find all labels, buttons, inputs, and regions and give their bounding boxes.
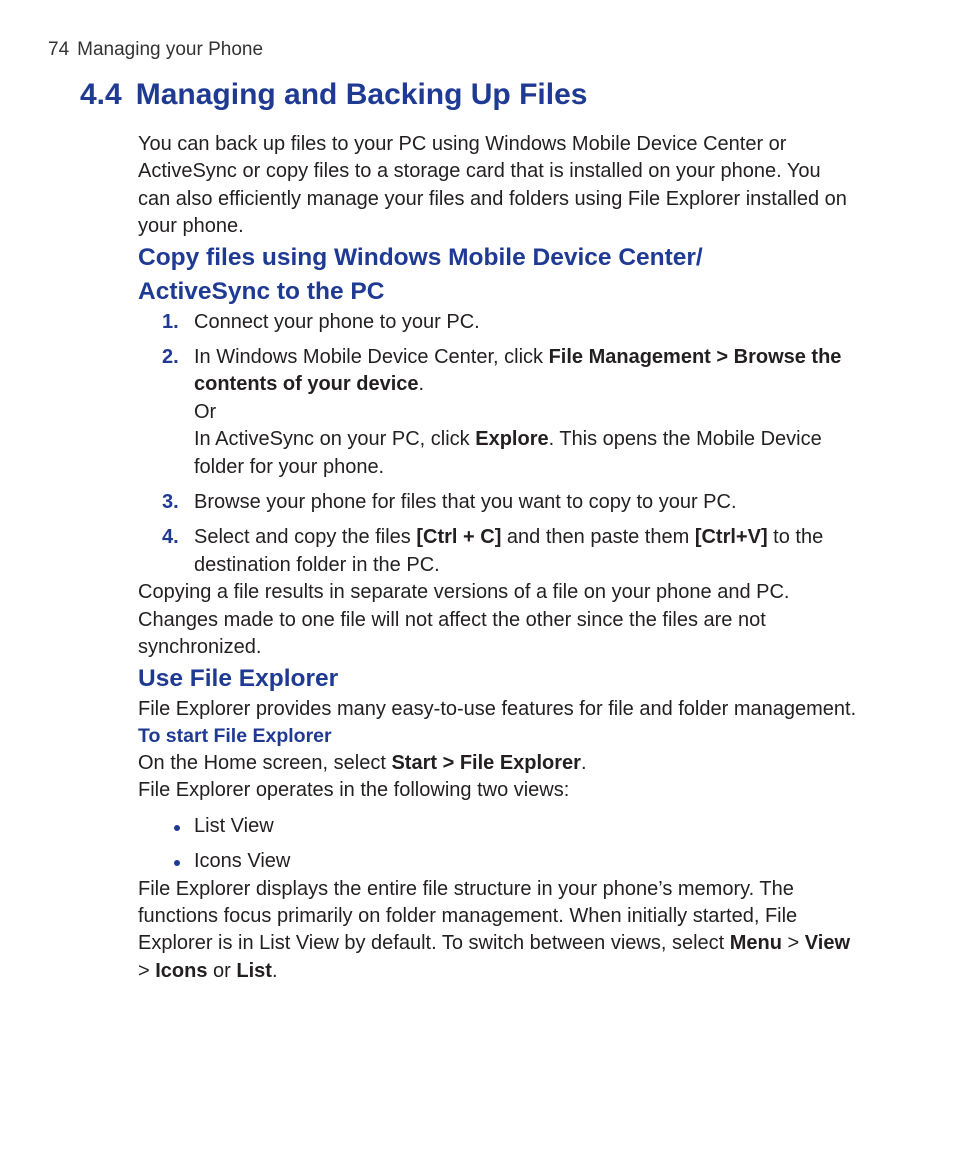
list-item <box>138 813 858 840</box>
step-text: In ActiveSync on your PC, click <box>194 428 476 451</box>
step-text: to the destination folder in the PC. <box>194 526 824 576</box>
list-item <box>138 489 858 516</box>
page-content <box>138 131 858 985</box>
step-number: 4. <box>162 526 179 549</box>
step-text: and then paste them <box>501 526 695 549</box>
separator: > <box>781 932 805 955</box>
bullet-icon <box>174 860 180 866</box>
step-text: In Windows Mobile Device Center, click <box>194 346 549 369</box>
list-item <box>138 524 858 579</box>
shortcut-bold: [Ctrl + C] <box>416 526 502 549</box>
copy-files-heading <box>138 241 858 309</box>
list-item <box>138 309 858 336</box>
section-title <box>80 76 587 114</box>
copy-files-heading-line2: ActiveSync to the PC <box>138 277 385 305</box>
chapter-title: Managing your Phone <box>77 39 264 60</box>
list-item <box>138 344 858 481</box>
step-number: 1. <box>162 310 179 333</box>
running-header <box>48 38 263 62</box>
procedure-title: To start File Explorer <box>138 724 332 747</box>
step-text: Select and copy the files <box>194 526 417 549</box>
step-text: Connect your phone to your PC. <box>194 310 480 333</box>
or-text: or <box>207 959 237 982</box>
section-number: 4.4 <box>80 78 122 111</box>
step-or: Or <box>194 400 217 423</box>
copy-files-heading-line1: Copy files using Windows Mobile Device Center/ <box>138 243 703 271</box>
list-item <box>138 848 858 875</box>
ui-path-bold: Start > File Explorer <box>391 751 581 774</box>
start-text: On the Home screen, select <box>138 751 392 774</box>
menu-label: Menu <box>729 932 782 955</box>
page-number: 74 <box>48 39 70 60</box>
section-intro: You can back up files to your PC using Windows Mobile Device Center or ActiveSync or copy files to a storage card that is installed on your phone. You can also efficiently manage your files and folders using File Explorer installed on your phone. <box>138 133 847 238</box>
list-label: List <box>236 959 272 982</box>
view-name: Icons View <box>194 850 291 873</box>
views-list <box>138 813 858 876</box>
section-title-text: Managing and Backing Up Files <box>135 78 588 111</box>
separator: > <box>138 959 156 982</box>
copy-steps-list <box>138 309 858 580</box>
explorer-intro: File Explorer provides many easy-to-use features for file and folder management. <box>138 697 857 720</box>
ui-path-bold: Explore <box>475 428 549 451</box>
copy-note: Copying a file results in separate versions of a file on your phone and PC. Changes made to one file will not affect the other since the files are not synchronized. <box>138 581 790 659</box>
shortcut-bold: [Ctrl+V] <box>694 526 768 549</box>
view-label: View <box>804 932 850 955</box>
ui-path-bold: File Management > Browse the contents of your device <box>194 346 842 396</box>
start-text-end: . <box>580 751 587 774</box>
step-text: Browse your phone for files that you want to copy to your PC. <box>194 491 737 514</box>
views-intro: File Explorer operates in the following two views: <box>138 779 570 802</box>
use-file-explorer-heading: Use File Explorer <box>138 664 339 692</box>
view-name: List View <box>194 814 274 837</box>
closing-paragraph <box>138 876 858 986</box>
step-number: 2. <box>162 346 179 369</box>
closing-period: . <box>271 959 278 982</box>
step-text: . <box>418 373 425 396</box>
bullet-icon <box>174 825 180 831</box>
closing-text: File Explorer displays the entire file structure in your phone’s memory. The functions focus primarily on folder management. When initially started, File Explorer is in List View by default. To switch between views, select <box>138 877 798 955</box>
start-instruction <box>138 750 858 777</box>
step-text: . This opens the Mobile Device folder for your phone. <box>194 428 822 478</box>
step-number: 3. <box>162 491 179 514</box>
icons-label: Icons <box>155 959 208 982</box>
